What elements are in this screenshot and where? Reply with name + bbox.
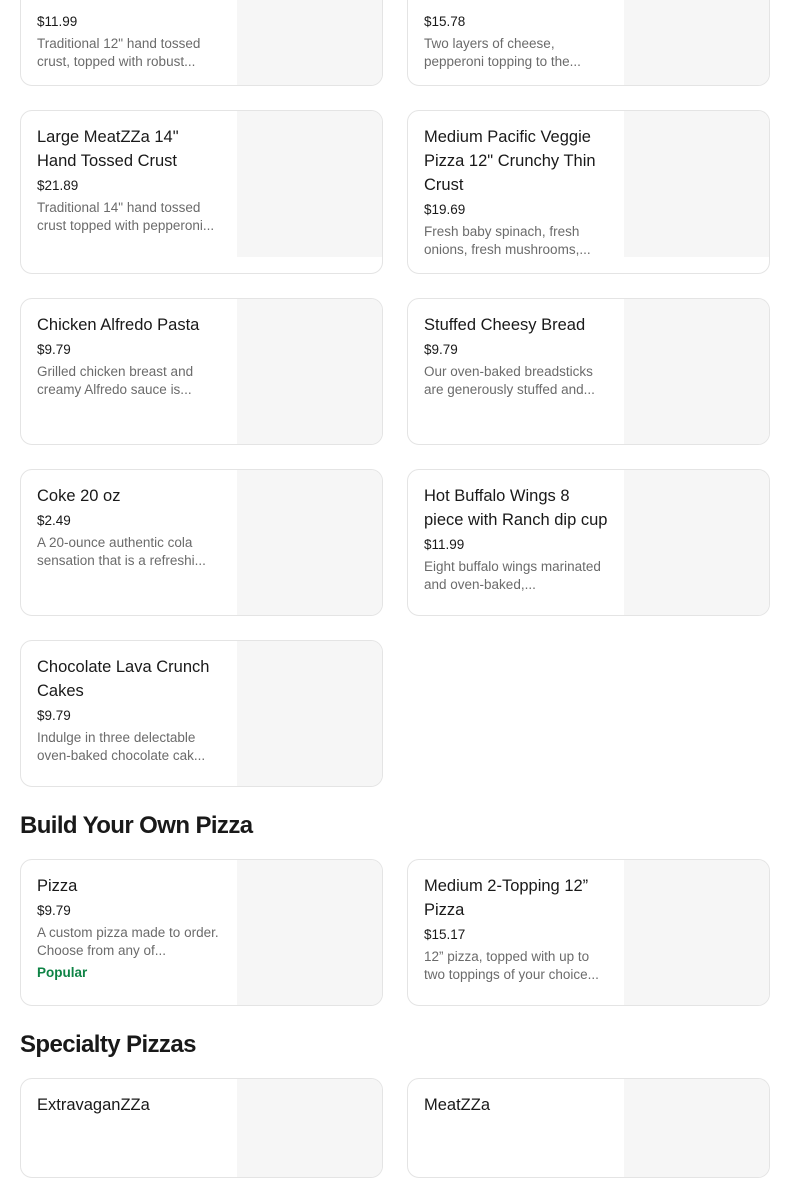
- item-price: $21.89: [37, 178, 79, 193]
- item-price: $9.79: [37, 342, 71, 357]
- item-name: Large MeatZZa 14" Hand Tossed Crust: [37, 128, 179, 170]
- popular-badge: Popular: [37, 965, 88, 980]
- item-name: Pizza: [37, 877, 78, 895]
- item-name: Coke 20 oz: [37, 487, 121, 505]
- item-price: $19.69: [424, 202, 466, 217]
- item-description: Traditional 12" hand tossed crust, topped with robust...: [37, 36, 201, 69]
- menu-item-card[interactable]: [407, 298, 770, 445]
- item-name: MeatZZa: [424, 1096, 491, 1114]
- item-description: Two layers of cheese, pepperoni topping to the...: [424, 36, 581, 69]
- item-price: $2.49: [37, 513, 71, 528]
- item-price: $9.79: [37, 903, 71, 918]
- menu-item-card[interactable]: [407, 110, 770, 274]
- item-description: Indulge in three delectable oven-baked chocolate cak...: [37, 730, 206, 763]
- item-image: [624, 299, 769, 444]
- menu-item-card[interactable]: [407, 1078, 770, 1178]
- item-image: [624, 0, 769, 85]
- item-description: Grilled chicken breast and creamy Alfredo sauce is...: [37, 364, 194, 397]
- item-image: [237, 299, 382, 444]
- menu-item-card[interactable]: [407, 469, 770, 616]
- menu-item-card[interactable]: [20, 0, 383, 86]
- item-price: $15.78: [424, 14, 466, 29]
- item-name: Medium Pacific Veggie Pizza 12" Crunchy Thin Crust: [424, 128, 596, 194]
- item-image: [237, 111, 382, 257]
- item-price: $11.99: [37, 14, 78, 29]
- item-price: $11.99: [424, 537, 465, 552]
- item-name: Chocolate Lava Crunch Cakes: [37, 658, 210, 700]
- menu-item-card[interactable]: [20, 1078, 383, 1178]
- item-image: [624, 860, 769, 1005]
- item-price: $9.79: [424, 342, 458, 357]
- item-price: $9.79: [37, 708, 71, 723]
- section-title-specialty-pizzas: Specialty Pizzas: [20, 1031, 196, 1058]
- item-image: [237, 0, 382, 85]
- item-image: [237, 1079, 382, 1177]
- item-description: Traditional 14" hand tossed crust topped with pepperoni...: [37, 200, 215, 233]
- item-name: Medium 2-Topping 12” Pizza: [424, 877, 589, 919]
- item-description: Fresh baby spinach, fresh onions, fresh mushrooms,...: [424, 224, 591, 257]
- menu-item-card[interactable]: [20, 859, 383, 1006]
- menu-item-card[interactable]: [407, 0, 770, 86]
- item-description: 12” pizza, topped with up to two toppings of your choice...: [424, 949, 599, 982]
- menu-item-card[interactable]: [20, 298, 383, 445]
- item-image: [624, 470, 769, 615]
- menu-item-card[interactable]: [20, 110, 383, 274]
- item-image: [237, 860, 382, 1005]
- item-description: Eight buffalo wings marinated and oven-baked,...: [424, 559, 601, 592]
- item-name: Chicken Alfredo Pasta: [37, 316, 200, 334]
- item-image: [237, 641, 382, 786]
- menu-item-card[interactable]: [20, 640, 383, 787]
- item-description: A custom pizza made to order. Choose from any of...: [37, 925, 219, 958]
- menu-item-card[interactable]: [20, 469, 383, 616]
- item-description: Our oven-baked breadsticks are generously stuffed and...: [424, 364, 595, 397]
- item-image: [624, 111, 769, 257]
- item-name: Hot Buffalo Wings 8 piece with Ranch dip cup: [424, 487, 608, 529]
- item-price: $15.17: [424, 927, 466, 942]
- item-description: A 20-ounce authentic cola sensation that is a refreshi...: [37, 535, 206, 568]
- item-image: [624, 1079, 769, 1177]
- item-name: ExtravaganZZa: [37, 1096, 150, 1114]
- item-image: [237, 470, 382, 615]
- menu-item-card[interactable]: [407, 859, 770, 1006]
- section-title-build-your-own: Build Your Own Pizza: [20, 812, 253, 839]
- item-name: Stuffed Cheesy Bread: [424, 316, 586, 334]
